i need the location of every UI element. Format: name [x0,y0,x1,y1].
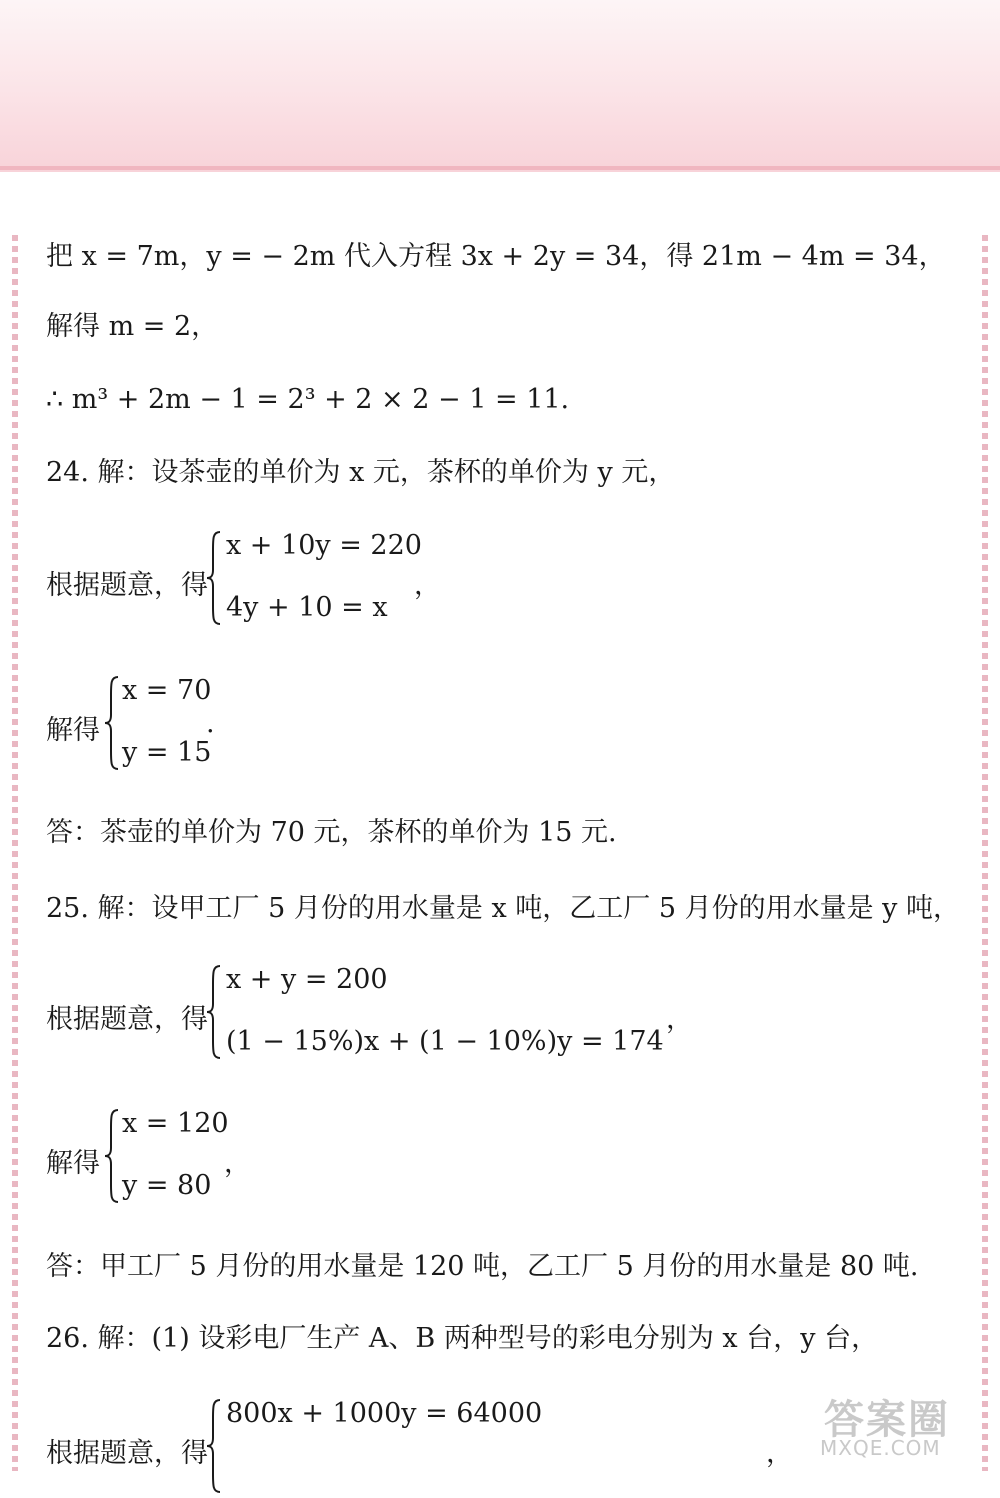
text-line-q24-answer: 答：茶壶的单价为 70 元，茶杯的单价为 15 元. [46,817,617,848]
equation-1: x + 10y = 220 [226,530,422,561]
site-watermark [818,1388,988,1468]
watermark-logo-text: 答案圈 [824,1397,950,1443]
system-punct: ， [666,1004,693,1035]
left-brace-icon [104,675,120,771]
system-lead: 根据题意，得 [46,1438,208,1469]
left-decorative-border [12,235,18,1471]
watermark-url: MXQE.COM [820,1436,941,1460]
solution-system-q25 [46,1108,286,1208]
system-lead: 解得 [46,715,100,746]
left-brace-icon [206,964,222,1060]
equation-2: y = 80 [122,1170,212,1201]
system-punct: ， [224,1148,251,1179]
text-line-q25-answer: 答：甲工厂 5 月份的用水量是 120 吨，乙工厂 5 月份的用水量是 80 吨. [46,1251,919,1282]
text-line-solve-m: 解得 m = 2， [46,311,219,342]
right-decorative-border [982,235,988,1471]
left-brace-icon [206,530,222,626]
solution-system-q24 [46,675,286,775]
text-line-q25-setup: 25. 解：设甲工厂 5 月份的用水量是 x 吨，乙工厂 5 月份的用水量是 y 吨， [46,893,961,924]
equation-2: y = 15 [122,737,212,768]
system-lead: 根据题意，得 [46,1004,208,1035]
equation-1: 800x + 1000y = 64000 [226,1398,543,1429]
system-punct: ， [414,570,441,601]
page-header-band [0,0,1000,172]
equation-system-q26 [46,1398,806,1498]
text-line-substitution: 把 x = 7m，y = − 2m 代入方程 3x + 2y = 34，得 21m − 4m = 34， [46,241,946,272]
equation-2: 4y + 10 = x [226,592,388,623]
system-punct: ， [766,1438,793,1469]
text-line-q24-setup: 24. 解：设茶壶的单价为 x 元，茶杯的单价为 y 元， [46,457,676,488]
system-punct: . [206,708,215,739]
text-line-q26-setup: 26. 解：(1) 设彩电厂生产 A、B 两种型号的彩电分别为 x 台，y 台， [46,1323,879,1354]
left-brace-icon [104,1108,120,1204]
equation-1: x = 70 [122,675,212,706]
equation-system-q24 [46,530,466,630]
system-lead: 解得 [46,1148,100,1179]
system-lead: 根据题意，得 [46,570,208,601]
left-brace-icon [206,1398,222,1494]
equation-2: (1 − 15%)x + (1 − 10%)y = 174 [226,1026,664,1057]
text-line-result-11: ∴ m³ + 2m − 1 = 2³ + 2 × 2 − 1 = 11. [46,384,570,415]
equation-1: x + y = 200 [226,964,388,995]
equation-1: x = 120 [122,1108,229,1139]
equation-system-q25 [46,964,746,1064]
header-divider [0,166,1000,170]
